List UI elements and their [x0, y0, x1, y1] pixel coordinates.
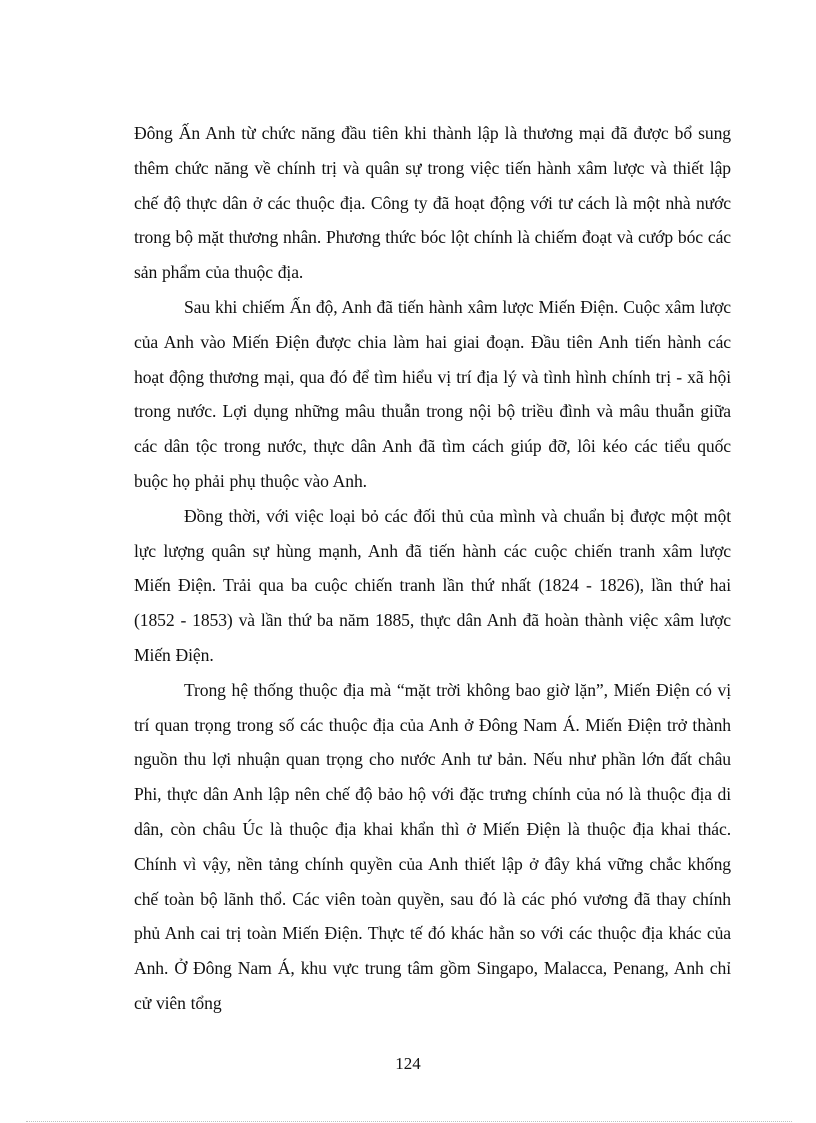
page-number: 124 — [395, 1054, 421, 1073]
paragraph-4: Trong hệ thống thuộc địa mà “mặt trời không bao giờ lặn”, Miến Điện có vị trí quan trọng trong số các thuộc địa của Anh ở Đông Nam Á. Miến Điện trở thành nguồn thu lợi nhuận quan trọng cho nước Anh tư bản. Nếu như phần lớn đất châu Phi, thực dân Anh lập nên chế độ bảo hộ với đặc trưng chính của nó là thuộc địa di dân, còn châu Úc là thuộc địa khai khẩn thì ở Miến Điện là thuộc địa khai thác. Chính vì vậy, nền tảng chính quyền của Anh thiết lập ở đây khá vững chắc khống chế toàn bộ lãnh thổ. Các viên toàn quyền, sau đó là các phó vương đã thay chính phủ Anh cai trị toàn Miến Điện. Thực tế đó khác hẳn so với các thuộc địa khác của Anh. Ở Đông Nam Á, khu vực trung tâm gồm Singapo, Malacca, Penang, Anh chỉ cử viên tổng — [134, 679, 731, 1013]
paragraph-2: Sau khi chiếm Ấn độ, Anh đã tiến hành xâm lược Miến Điện. Cuộc xâm lược của Anh vào Miến Điện được chia làm hai giai đoạn. Đầu tiên Anh tiến hành các hoạt động thương mại, qua đó để tìm hiểu vị trí địa lý và tình hình chính trị - xã hội trong nước. Lợi dụng những mâu thuẫn trong nội bộ triều đình và mâu thuẫn giữa các dân tộc trong nước, thực dân Anh đã tìm cách giúp đỡ, lôi kéo các tiểu quốc buộc họ phải phụ thuộc vào Anh. — [134, 296, 731, 491]
paragraph-3: Đồng thời, với việc loại bỏ các đối thủ của mình và chuẩn bị được một một lực lượng quân sự hùng mạnh, Anh đã tiến hành các cuộc chiến tranh xâm lược Miến Điện. Trải qua ba cuộc chiến tranh lần thứ nhất (1824 - 1826), lần thứ hai (1852 - 1853) và lần thứ ba năm 1885, thực dân Anh đã hoàn thành việc xâm lược Miến Điện. — [134, 505, 731, 665]
paragraph-1: Đông Ấn Anh từ chức năng đầu tiên khi thành lập là thương mại đã được bổ sung thêm chức năng về chính trị và quân sự trong việc tiến hành xâm lược và thiết lập chế độ thực dân ở các thuộc địa. Công ty đã hoạt động với tư cách là một nhà nước trong bộ mặt thương nhân. Phương thức bóc lột chính là chiếm đoạt và cướp bóc các sản phẩm của thuộc địa. — [134, 123, 731, 283]
body-text — [134, 116, 731, 1021]
page-break-divider — [26, 1121, 792, 1122]
